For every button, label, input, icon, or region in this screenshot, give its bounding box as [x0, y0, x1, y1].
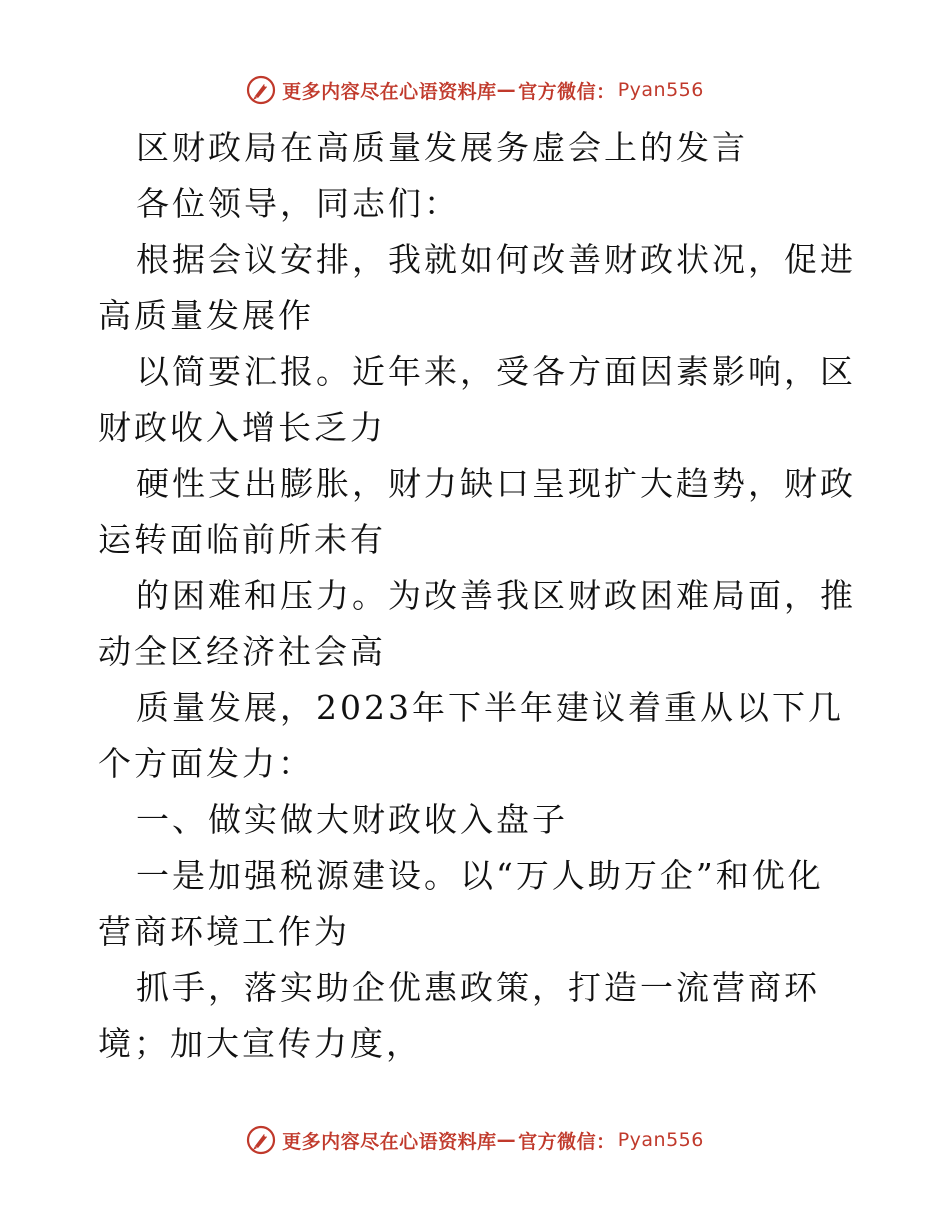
banner-wechat-id: Pyan556	[617, 79, 704, 101]
document-body	[98, 120, 858, 1072]
banner-separator: —	[496, 1129, 517, 1151]
body-line: 质量发展，2023年下半年建议着重从以下几个方面发力：	[98, 688, 844, 783]
banner-wechat-label: 官方微信：	[518, 80, 616, 103]
fountain-pen-logo-icon	[246, 1125, 276, 1155]
section-heading: 一、做实做大财政收入盘子	[136, 800, 568, 839]
fountain-pen-logo-icon	[246, 75, 276, 105]
document-title: 区财政局在高质量发展务虚会上的发言	[136, 128, 748, 167]
body-line: 一是加强税源建设。以“万人助万企”和优化营商环境工作为	[98, 856, 824, 951]
banner-wechat-id: Pyan556	[617, 1129, 704, 1151]
body-line: 根据会议安排，我就如何改善财政状况，促进高质量发展作	[98, 240, 856, 335]
body-line: 抓手，落实助企优惠政策，打造一流营商环境；加大宣传力度，	[98, 968, 820, 1063]
banner-wechat-label: 官方微信：	[518, 1130, 616, 1153]
salutation: 各位领导，同志们：	[136, 184, 460, 223]
header-banner	[0, 70, 950, 110]
body-line: 以简要汇报。近年来，受各方面因素影响，区财政收入增长乏力	[98, 352, 856, 447]
footer-banner	[0, 1120, 950, 1160]
banner-main-text: 更多内容尽在心语资料库	[282, 1130, 497, 1153]
body-line: 的困难和压力。为改善我区财政困难局面，推动全区经济社会高	[98, 576, 856, 671]
body-line: 硬性支出膨胀，财力缺口呈现扩大趋势，财政运转面临前所未有	[98, 464, 856, 559]
banner-main-text: 更多内容尽在心语资料库	[282, 80, 497, 103]
banner-separator: —	[496, 79, 517, 101]
